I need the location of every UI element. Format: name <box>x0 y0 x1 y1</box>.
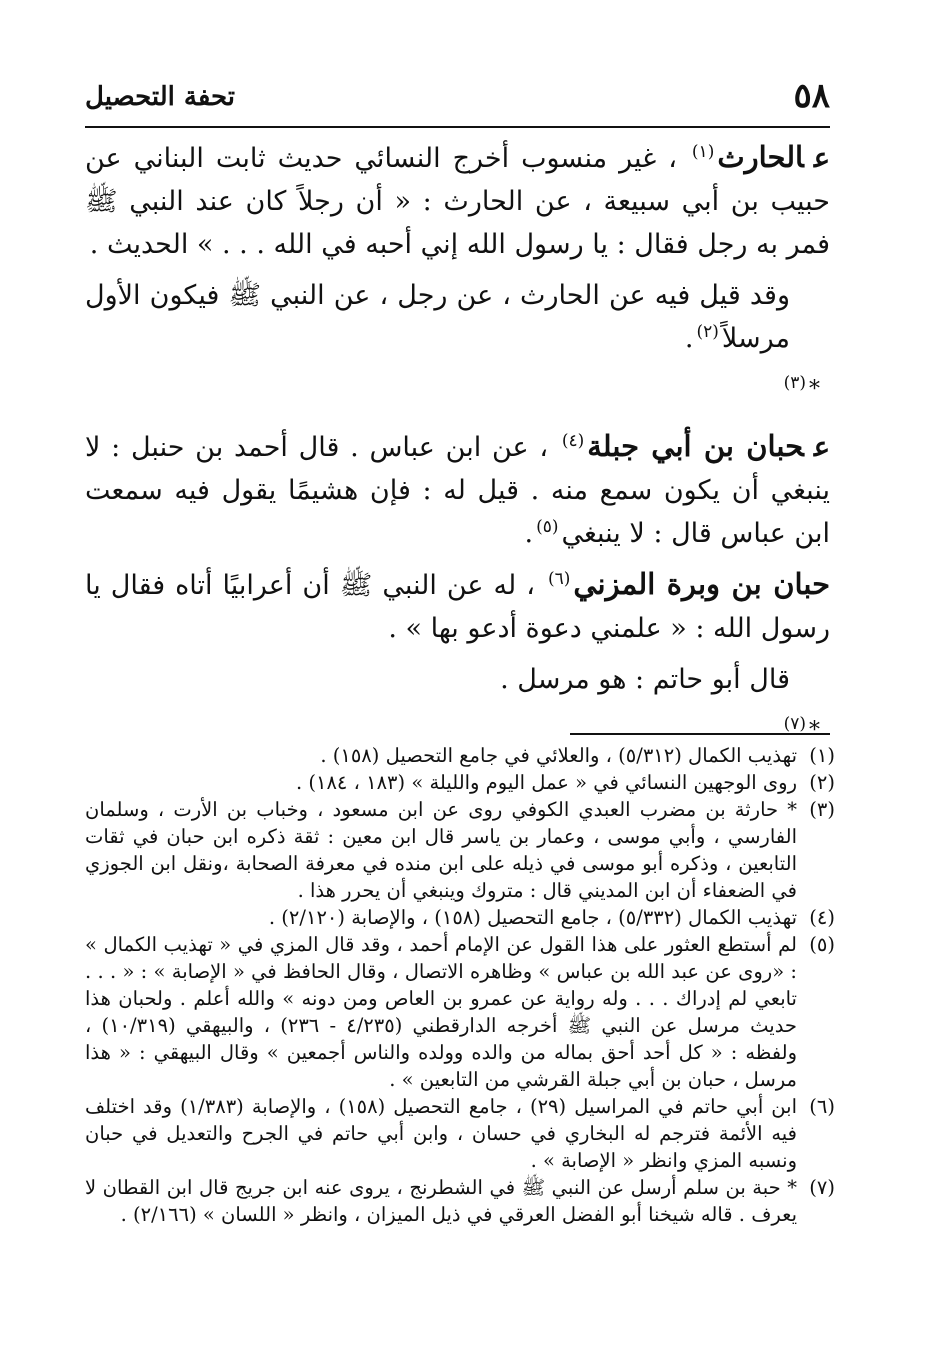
footnote-item <box>85 904 835 931</box>
footnote-text: لم أستطع العثور على هذا القول عن الإمام أحمد ، وقد قال المزي في « تهذيب الكمال » : «روى عن عبد الله بن عباس » وظاهره الاتصال ، وقال الحافظ في « الإصابة » : « . . . تابعي لم إدراك . . . وله رواية عن عمرو بن العاص ومن دونه » والله أعلم . ولحبان هذا حديث مرسل عن النبي ﷺ أخرجه الدارقطني (٤/٢٣٥ - ٢٣٦) ، والبيهقي (١٠/٣١٩) ، ولفظه : « كل أحد أحق بماله من والده وولده والناس أجمعين » وقال البيهقي : « هذا مرسل ، حبان بن أبي جبلة القرشي من التابعين » . <box>85 933 797 1091</box>
star-marker <box>85 368 830 411</box>
footnote-item <box>85 1093 835 1174</box>
footnote-ref[interactable]: (٥) <box>536 517 559 537</box>
footnote-number: (٧) <box>809 1176 835 1199</box>
footnote-number: (٦) <box>809 1095 835 1118</box>
entry-hibban-wabra <box>85 563 830 650</box>
entry-name: حبان بن وبرة المزني <box>573 567 831 601</box>
entry-code: ع <box>813 432 830 463</box>
entry-text: ، غير منسوب أخرج النسائي حديث ثابت البناني عن حبيب بن أبي سبيعة ، عن الحارث : « أن رجلاً كان عند النبي ﷺ فمر به رجل فقال : يا رسول الله إني أحبه في الله . . . » الحديث . <box>85 143 830 260</box>
footnote-text: تهذيب الكمال (٥/٣١٢) ، والعلائي في جامع التحصيل (١٥٨) . <box>320 744 797 767</box>
entry-text-end: . <box>524 518 534 549</box>
footnote-separator <box>570 733 830 735</box>
entry-hibban-jabala <box>85 425 830 555</box>
footnote-text: * حارثة بن مضرب العبدي الكوفي روى عن ابن مسعود ، وخباب بن الأرت ، وسلمان الفارسي ، وأبي موسى ، وعمار بن ياسر قال ابن معين : ثقة ذكره ابن حبان في ثقات التابعين ، وذكره أبو موسى في ذيله على ابن منده في معرفة الصحابة ،ونقل ابن الجوزي في الضعفاء أن ابن المديني قال : متروك وينبغي أن يحرر هذا . <box>85 798 797 902</box>
entry-text: ، عن ابن عباس . قال أحمد بن حنبل : لا ينبغي أن يكون سمع منه . قيل له : فإن هشيمًا يقول فيه سمعت ابن عباس قال : لا ينبغي <box>85 432 830 549</box>
footnote-number: (٥) <box>809 933 835 956</box>
footnote-ref[interactable]: (١) <box>691 142 715 162</box>
footnote-ref[interactable]: (٢) <box>696 322 719 342</box>
header-rule <box>85 126 830 128</box>
page-header <box>85 72 830 120</box>
page-number: ٥٨ <box>793 76 830 116</box>
footnote-item <box>85 796 835 904</box>
footnote-text: تهذيب الكمال (٥/٣٣٢) ، جامع التحصيل (١٥٨) ، والإصابة (٢/١٢٠) . <box>268 906 797 929</box>
footnote-number: (٢) <box>809 771 835 794</box>
footnote-item <box>85 769 835 796</box>
footnote-item <box>85 1174 835 1228</box>
entry-paragraph: قال أبو حاتم : هو مرسل . <box>500 664 790 695</box>
entry-hibban-wabra-note <box>85 658 830 701</box>
footnote-number: (٤) <box>809 906 835 929</box>
entry-harith-note <box>85 274 830 360</box>
footnote-ref[interactable]: (٣) <box>783 372 806 393</box>
book-title: تحفة التحصيل <box>85 82 236 112</box>
entry-code: ع <box>813 143 830 174</box>
asterisk-icon: * <box>809 377 820 402</box>
footnote-item <box>85 931 835 1093</box>
entry-text: ، له عن النبي ﷺ أن أعرابيًا أتاه فقال يا رسول الله : « علمني دعوة أدعو بها » . <box>85 570 830 644</box>
entry-name: حبان بن أبي جبلة <box>587 429 804 463</box>
entry-paragraph-end: . <box>684 323 694 354</box>
footnote-number: (١) <box>809 744 835 767</box>
entry-paragraph: وقد قيل فيه عن الحارث ، عن رجل ، عن النبي ﷺ فيكون الأول مرسلاً <box>85 280 790 354</box>
footnote-text: ابن أبي حاتم في المراسيل (٢٩) ، جامع التحصيل (١٥٨) ، والإصابة (١/٣٨٣) وقد اختلف فيه الأئمة فترجم له البخاري في حسان ، وابن أبي حاتم في الجرح والتعديل في حبان ونسبه المزي وانظر « الإصابة » . <box>85 1095 797 1172</box>
footnote-ref[interactable]: (٧) <box>783 713 806 734</box>
entry-name: الحارث <box>717 140 804 174</box>
footnote-text: * حبة بن سلم أرسل عن النبي ﷺ في الشطرنج ، يروى عنه ابن جريج قال ابن القطان لا يعرف . قاله شيخنا أبو الفضل العرقي في ذيل الميزان ، وانظر « اللسان » (٢/١٦٦) . <box>85 1176 797 1226</box>
footnotes <box>85 742 835 1228</box>
footnote-ref[interactable]: (٦) <box>547 569 571 589</box>
footnote-number: (٣) <box>809 798 835 821</box>
footnote-item <box>85 742 835 769</box>
footnote-text: روى الوجهين النسائي في « عمل اليوم والليلة » (١٨٣ ، ١٨٤) . <box>295 771 797 794</box>
asterisk-icon: * <box>809 718 820 743</box>
entry-harith <box>85 136 830 266</box>
main-text <box>85 136 830 766</box>
footnote-ref[interactable]: (٤) <box>561 431 585 451</box>
